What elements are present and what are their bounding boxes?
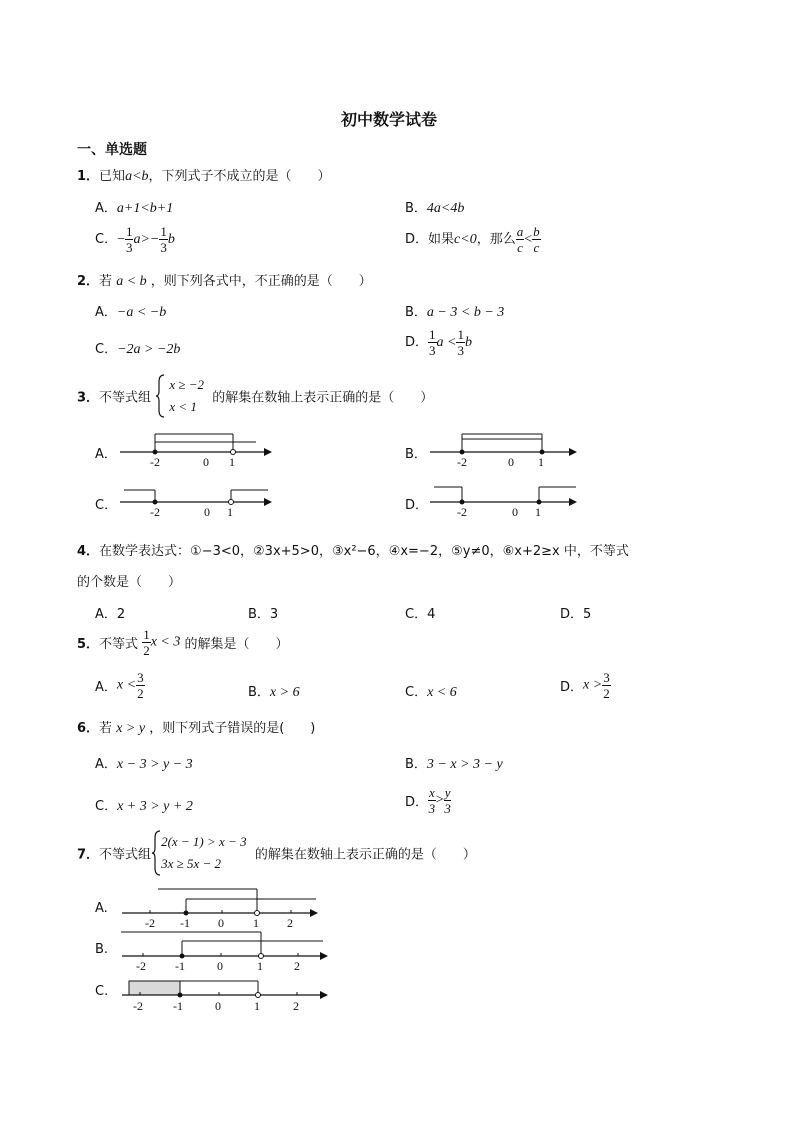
question-number: 7． — [77, 847, 100, 863]
fraction: $\frac{1}{3}$ — [125, 224, 133, 255]
tick-label: 1 — [257, 959, 263, 972]
math-expr: 4a<4b — [426, 201, 465, 216]
option-label: D． — [560, 680, 584, 695]
math-expr: > — [435, 792, 444, 808]
q3-option-b-label[interactable]: B． — [405, 447, 427, 462]
q6-option-d[interactable] — [405, 786, 451, 815]
q7-option-b-label[interactable]: B. — [95, 942, 109, 957]
q5-option-d[interactable] — [560, 671, 611, 700]
option-label: C． — [405, 685, 428, 700]
q3-option-c-number-line[interactable] — [118, 482, 278, 520]
stem-text: 的解集在数轴上表示正确的是（ ） — [254, 847, 476, 863]
q4-option-c[interactable]: C．4 — [405, 607, 436, 622]
q2-option-a[interactable] — [95, 301, 166, 321]
q6-option-a[interactable] — [95, 753, 193, 773]
q2-option-d[interactable] — [405, 328, 472, 357]
math-expr: x > — [583, 677, 603, 693]
fraction: $\frac{3}{2}$ — [137, 670, 144, 701]
fraction: $\frac{y}{3}$ — [444, 785, 451, 816]
tick-label: 1 — [229, 455, 235, 468]
q1-option-d[interactable] — [405, 225, 541, 254]
question-number: 3． — [77, 390, 100, 406]
math-expr: x < — [116, 677, 137, 693]
option-label: A． — [95, 680, 117, 695]
question-3-stem — [77, 374, 433, 418]
question-4-stem — [77, 540, 629, 559]
stem-text: ，下列式子不成立的是（ ） — [148, 169, 331, 184]
tick-label: 0 — [217, 959, 223, 972]
tick-label: 1 — [254, 999, 260, 1013]
stem-text: 若 — [99, 274, 113, 289]
q5-option-c[interactable] — [405, 681, 457, 701]
math-expr: −a < −b — [116, 305, 167, 320]
inequality-system: x ≥ −2 x < 1 — [169, 377, 205, 414]
q1-option-b[interactable] — [405, 197, 464, 217]
tick-label: -1 — [175, 959, 185, 972]
q4-option-d[interactable]: D．5 — [560, 607, 592, 622]
tick-label: 2 — [287, 916, 293, 930]
q7-option-a-label[interactable]: A. — [95, 901, 108, 916]
stem-text: 的解集是（ ） — [184, 637, 289, 652]
option-label: B． — [405, 305, 427, 320]
tick-label: 0 — [508, 455, 514, 468]
option-label: A． — [95, 305, 117, 320]
q7-option-b-number-line[interactable] — [118, 928, 333, 972]
q5-option-a[interactable] — [95, 671, 145, 700]
math-expr: a < b — [116, 274, 147, 289]
tick-label: 2 — [293, 999, 299, 1013]
math-expr: x − 3 > y − 3 — [116, 757, 193, 772]
tick-label: 0 — [512, 505, 518, 519]
q3-option-d-number-line[interactable] — [428, 482, 583, 522]
math-expr: a>− — [133, 232, 160, 247]
tick-label: 0 — [203, 455, 209, 468]
q6-option-c[interactable] — [95, 795, 193, 815]
q7-option-c-label[interactable]: C. — [95, 984, 109, 999]
math-expr: 3 − x > 3 − y — [426, 757, 503, 772]
section-heading: 一、单选题 — [77, 142, 147, 158]
option-text: ，那么 — [476, 232, 516, 247]
q3-option-d-label[interactable]: D． — [405, 498, 429, 513]
q3-option-b-number-line[interactable] — [428, 430, 583, 468]
q4-option-b[interactable]: B．3 — [248, 607, 279, 622]
option-label: C． — [95, 799, 118, 814]
q6-option-b[interactable] — [405, 753, 503, 773]
option-label: C． — [95, 342, 118, 357]
math-expr: a<b — [125, 169, 149, 184]
math-expr: −2a > −2b — [117, 342, 181, 357]
question-1-stem — [77, 165, 331, 185]
tick-label: 2 — [294, 959, 300, 972]
tick-label: -1 — [173, 999, 183, 1013]
fraction: $\frac{3}{2}$ — [603, 670, 610, 701]
question-7-stem — [77, 830, 476, 876]
math-expr: x < 6 — [427, 685, 457, 700]
tick-label: -2 — [457, 455, 467, 468]
question-5-stem — [77, 628, 289, 657]
question-6-stem — [77, 717, 315, 737]
q3-option-c-label[interactable]: C． — [95, 498, 118, 513]
option-label: A． — [95, 201, 117, 216]
fraction: $\frac{1}{3}$ — [429, 327, 436, 358]
math-expr: b — [464, 335, 472, 350]
fraction: $\frac{1}{3}$ — [160, 224, 167, 255]
question-number: 1． — [77, 169, 100, 184]
tick-label: 0 — [215, 999, 221, 1013]
fraction: $\frac{b}{c}$ — [533, 224, 540, 255]
page-title: 初中数学试卷 — [341, 110, 438, 129]
option-label: A． — [95, 757, 117, 772]
math-expr: x + 3 > y + 2 — [117, 799, 193, 814]
fraction: $\frac{x}{3}$ — [428, 785, 436, 816]
math-expr: x > y — [116, 721, 146, 736]
tick-label: 1 — [227, 505, 233, 519]
tick-label: -2 — [457, 505, 467, 519]
math-expr: c<0 — [454, 232, 477, 247]
fraction: $\frac{1}{3}$ — [457, 327, 464, 358]
brace-icon — [155, 374, 165, 418]
option-label: D． — [405, 795, 429, 810]
option-label: D． — [405, 232, 429, 247]
math-expr: x > 6 — [269, 685, 300, 700]
q4-option-a[interactable]: A．2 — [95, 607, 126, 622]
inequality-system: 2(x − 1) > x − 3 3x ≥ 5x − 2 — [161, 834, 247, 871]
tick-label: -1 — [180, 916, 190, 930]
stem-text: 不等式 — [99, 637, 139, 652]
question-number: 2． — [77, 274, 100, 289]
math-expr: < — [524, 232, 533, 247]
math-expr: b — [167, 232, 175, 247]
stem-text: 的解集在数轴上表示正确的是（ ） — [212, 390, 434, 406]
tick-label: 1 — [535, 505, 541, 519]
stem-text: 不等式组 — [99, 847, 152, 863]
math-expr: a < — [436, 335, 457, 350]
option-label: B． — [248, 685, 270, 700]
math-expr: x < 3 — [150, 634, 181, 650]
stem-text: 已知 — [99, 169, 126, 184]
fraction: $\frac{1}{2}$ — [143, 627, 150, 658]
option-label: C． — [95, 232, 118, 247]
q7-option-c-number-line[interactable] — [118, 975, 333, 1015]
tick-label: 0 — [218, 916, 224, 930]
question-number: 4． — [77, 544, 100, 559]
option-label: B． — [405, 201, 427, 216]
stem-text: 在数学表达式：①−3<0，②3x+5>0，③x²−6，④x=−2，⑤y≠0，⑥x+2≥x 中，不等式 — [99, 544, 629, 559]
question-number: 6． — [77, 721, 100, 736]
question-4-stem-continued: 的个数是（ ） — [77, 575, 182, 590]
question-number: 5． — [77, 637, 100, 652]
option-label: B． — [405, 757, 427, 772]
q2-option-b[interactable] — [405, 301, 504, 321]
option-label: D． — [405, 335, 429, 350]
tick-label: -2 — [150, 455, 160, 468]
math-expr: a − 3 < b − 3 — [426, 305, 505, 320]
q1-option-c[interactable] — [95, 225, 175, 254]
brace-icon — [151, 830, 161, 876]
q2-option-c[interactable] — [95, 338, 180, 358]
option-text: 如果 — [428, 232, 455, 247]
tick-label: -2 — [133, 999, 143, 1013]
q3-option-a-number-line[interactable] — [118, 430, 278, 468]
q7-option-a-number-line[interactable] — [118, 886, 323, 930]
tick-label: -2 — [136, 959, 146, 972]
stem-text: ，则下列各式中，不正确的是（ ） — [150, 274, 372, 289]
tick-label: -2 — [150, 505, 160, 519]
q1-option-a[interactable] — [95, 197, 173, 217]
q5-option-b[interactable] — [248, 681, 300, 701]
q3-option-a-label[interactable]: A． — [95, 447, 117, 462]
math-expr: − — [117, 232, 125, 247]
stem-text: 不等式组 — [99, 390, 152, 406]
question-2-stem — [77, 270, 372, 290]
fraction: $\frac{a}{c}$ — [516, 224, 524, 255]
stem-text: 若 — [99, 721, 113, 736]
tick-label: 0 — [204, 505, 210, 519]
tick-label: -2 — [145, 916, 155, 930]
math-expr: a+1<b+1 — [116, 201, 174, 216]
tick-label: 1 — [538, 455, 544, 468]
stem-text: ，则下列式子错误的是( ) — [149, 721, 316, 736]
tick-label: 1 — [253, 916, 259, 930]
